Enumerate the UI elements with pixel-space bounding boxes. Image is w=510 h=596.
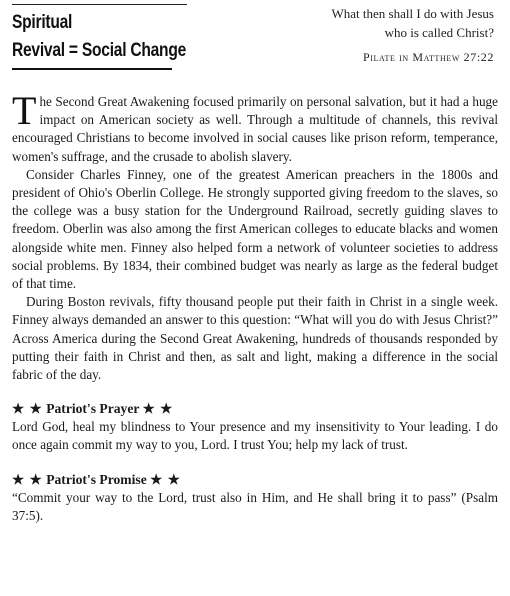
star-icon-group: ★ ★ [142, 401, 174, 417]
prayer-heading-text: Patriot's Prayer [46, 401, 140, 417]
star-icon-group: ★ ★ [12, 471, 43, 487]
prayer-text: Lord God, heal my blindness to Your presence and my insensitivity to Your leading. I do once again commit my way to you, Lord. I trust You; help my lack of trust. [12, 419, 498, 453]
title-block [12, 4, 187, 65]
paragraph-1 [12, 88, 498, 166]
promise-heading-text: Patriot's Promise [46, 471, 147, 487]
drop-cap: T [12, 88, 37, 133]
prayer-heading [12, 400, 498, 418]
quote-attribution: Pilate in Matthew 27:22 [362, 50, 494, 64]
article-body [12, 88, 498, 525]
paragraph-2: Consider Charles Finney, one of the greatest American preachers in the 1800s and president of Ohio's Oberlin College. He strongly supported giving freedom to the slaves, so the college was a busy station for the Underground Railroad, secretly guiding slaves to freedom. Oberlin was also among the first American colleges to educate blacks and women alongside white men. Finney also helped form a network of volunteer societies to address social problems. By 1834, their combined budget was nearly as large as the federal budget of that time. [12, 166, 498, 292]
title-underline [12, 68, 172, 70]
star-icon-group: ★ ★ [150, 471, 181, 487]
paragraph-1-text: he Second Great Awakening focused primarily on personal salvation, but it had a huge impact on American society as well. Through a multitude of channels, this revival encouraged Christians to become involved in social causes like prison reform, temperance, women's suffrage, and the crusade to abolish slavery. [12, 94, 498, 164]
paragraph-3: During Boston revivals, fifty thousand people put their faith in Christ in a single week. Finney always demanded an answer to this question: “What will you do with Jesus Christ?” Across America during the Second Great Awakening, hundreds of thousands responded by putting their faith in Christ and then, as salt and light, making a difference in the social fabric of the day. [12, 294, 498, 383]
star-icon-group: ★ ★ [12, 401, 43, 417]
title-line-1: Spiritual [12, 12, 73, 33]
title-line-2: Revival = Social Change [12, 40, 187, 61]
promise-heading [12, 471, 498, 489]
promise-text: “Commit your way to the Lord, trust also in Him, and He shall bring it to pass” (Psalm 37:5). [12, 489, 498, 523]
header-quote [332, 4, 494, 67]
quote-line-1: What then shall I do with Jesus [331, 6, 494, 21]
quote-line-2: who is called Christ? [384, 25, 494, 40]
